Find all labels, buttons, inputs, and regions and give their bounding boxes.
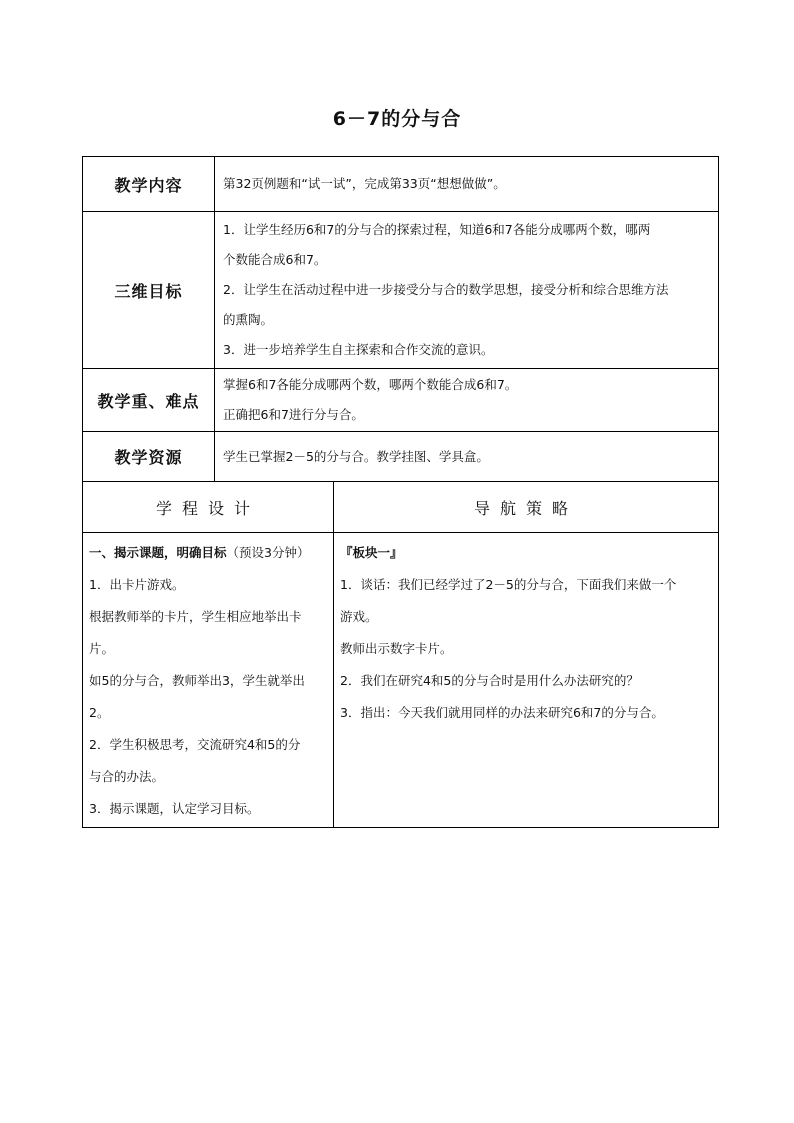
design-line: 2．学生积极思考，交流研究4和5的分	[89, 737, 301, 752]
info-value	[215, 157, 719, 212]
info-line: 正确把6和7进行分与合。	[223, 407, 364, 422]
page-title: 6－7的分与合	[332, 108, 462, 130]
design-line: 2。	[89, 705, 110, 720]
section-heading	[89, 537, 333, 569]
design-line: 与合的办法。	[89, 769, 165, 784]
design-header-left: 学程设计	[83, 482, 334, 533]
info-label: 教学重、难点	[83, 369, 215, 432]
info-row-focus	[83, 369, 719, 432]
info-row-content	[83, 157, 719, 212]
section-heading: 『板块一』	[340, 545, 403, 560]
info-row-goals	[83, 212, 719, 369]
info-line: 学生已掌握2－5的分与合。教学挂图、学具盒。	[223, 448, 489, 464]
info-value	[215, 369, 719, 432]
info-label: 三维目标	[83, 212, 215, 369]
info-row-resources	[83, 432, 719, 482]
design-line: 游戏。	[340, 609, 378, 624]
design-left-cell	[83, 533, 334, 828]
info-label: 教学资源	[83, 432, 215, 482]
design-line: 3．指出：今天我们就用同样的办法来研究6和7的分与合。	[340, 705, 664, 720]
lesson-design-table	[82, 481, 719, 828]
info-line: 2．让学生在活动过程中进一步接受分与合的数学思想，接受分析和综合思维方法	[223, 282, 669, 297]
info-value	[215, 432, 719, 482]
design-line: 1．谈话：我们已经学过了2－5的分与合，下面我们来做一个	[340, 577, 677, 592]
design-line: 根据教师举的卡片，学生相应地举出卡	[89, 609, 302, 624]
info-line: 1．让学生经历6和7的分与合的探索过程，知道6和7各能分成哪两个数，哪两	[223, 222, 651, 237]
design-header-right: 导航策略	[334, 482, 719, 533]
design-line: 教师出示数字卡片。	[340, 641, 453, 656]
info-line: 的熏陶。	[223, 312, 274, 327]
info-label: 教学内容	[83, 157, 215, 212]
design-line: 3．揭示课题，认定学习目标。	[89, 801, 260, 816]
design-right-cell	[334, 533, 719, 828]
design-line: 如5的分与合，教师举出3，学生就举出	[89, 673, 305, 688]
lesson-info-table	[82, 156, 719, 482]
info-line: 个数能合成6和7。	[223, 252, 327, 267]
section-heading-hint: （预设3分钟）	[226, 545, 310, 560]
info-line: 第32页例题和“试一试”，完成第33页“想想做做”。	[223, 176, 506, 191]
section-heading-bold: 一、揭示课题，明确目标	[89, 545, 227, 560]
design-line: 2．我们在研究4和5的分与合时是用什么办法研究的？	[340, 673, 639, 688]
design-line: 片。	[89, 641, 115, 656]
info-value	[215, 212, 719, 369]
design-line: 1．出卡片游戏。	[89, 577, 185, 592]
info-line: 3．进一步培养学生自主探索和合作交流的意识。	[223, 342, 494, 357]
info-line: 掌握6和7各能分成哪两个数，哪两个数能合成6和7。	[223, 377, 518, 392]
